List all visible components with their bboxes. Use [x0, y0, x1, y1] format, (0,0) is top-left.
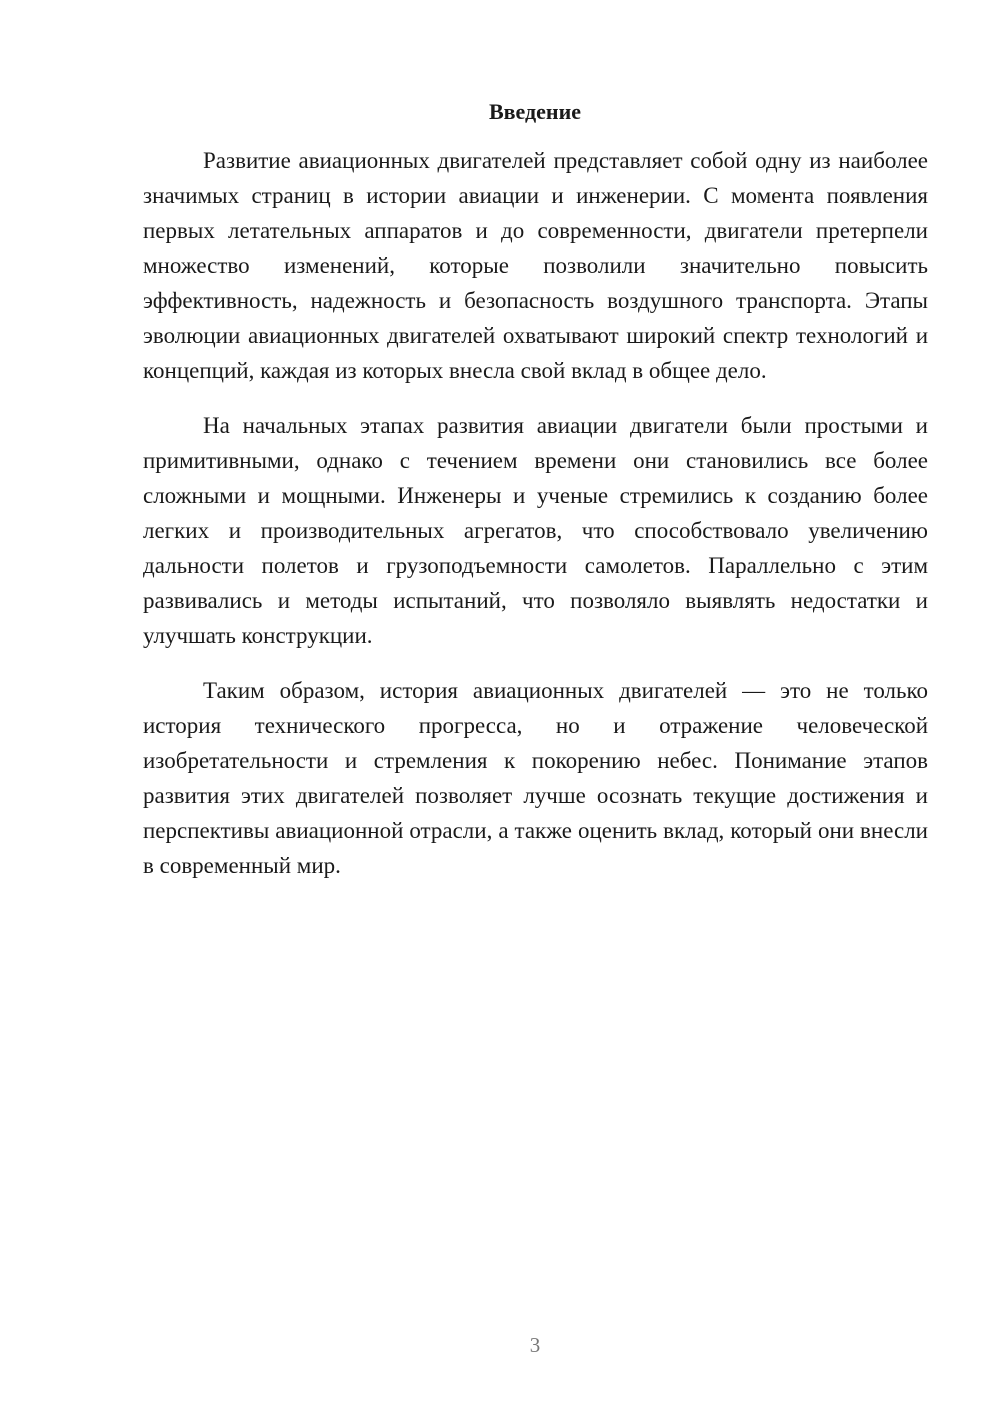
paragraph-2: На начальных этапах развития авиации двигатели были простыми и примитивными, однако с течением времени они становились все более сложными и мощными. Инженеры и ученые стремились к созданию более легких и производительных агрегатов, что способствовало увеличению дальности полетов и грузоподъемности самолетов. Параллельно с этим развивались и методы испытаний, что позволяло выявлять недостатки и улучшать конструкции.: [143, 413, 928, 648]
body-text: [143, 143, 928, 903]
paragraph-1: Развитие авиационных двигателей представляет собой одну из наиболее значимых страниц в истории авиации и инженерии. С момента появления первых летательных аппаратов и до современности, двигатели претерпели множество изменений, которые позволили значительно повысить эффективность, надежность и безопасность воздушного транспорта. Этапы эволюции авиационных двигателей охватывают широкий спектр технологий и концепций, каждая из которых внесла свой вклад в общее дело.: [143, 148, 928, 383]
paragraph-3: Таким образом, история авиационных двигателей — это не только история технического прогресса, но и отражение человеческой изобретательности и стремления к покорению небес. Понимание этапов развития этих двигателей позволяет лучше осознать текущие достижения и перспективы авиационной отрасли, а также оценить вклад, который они внесли в современный мир.: [143, 678, 928, 878]
section-title: Введение: [488, 99, 582, 124]
page-number: 3: [529, 1333, 541, 1357]
